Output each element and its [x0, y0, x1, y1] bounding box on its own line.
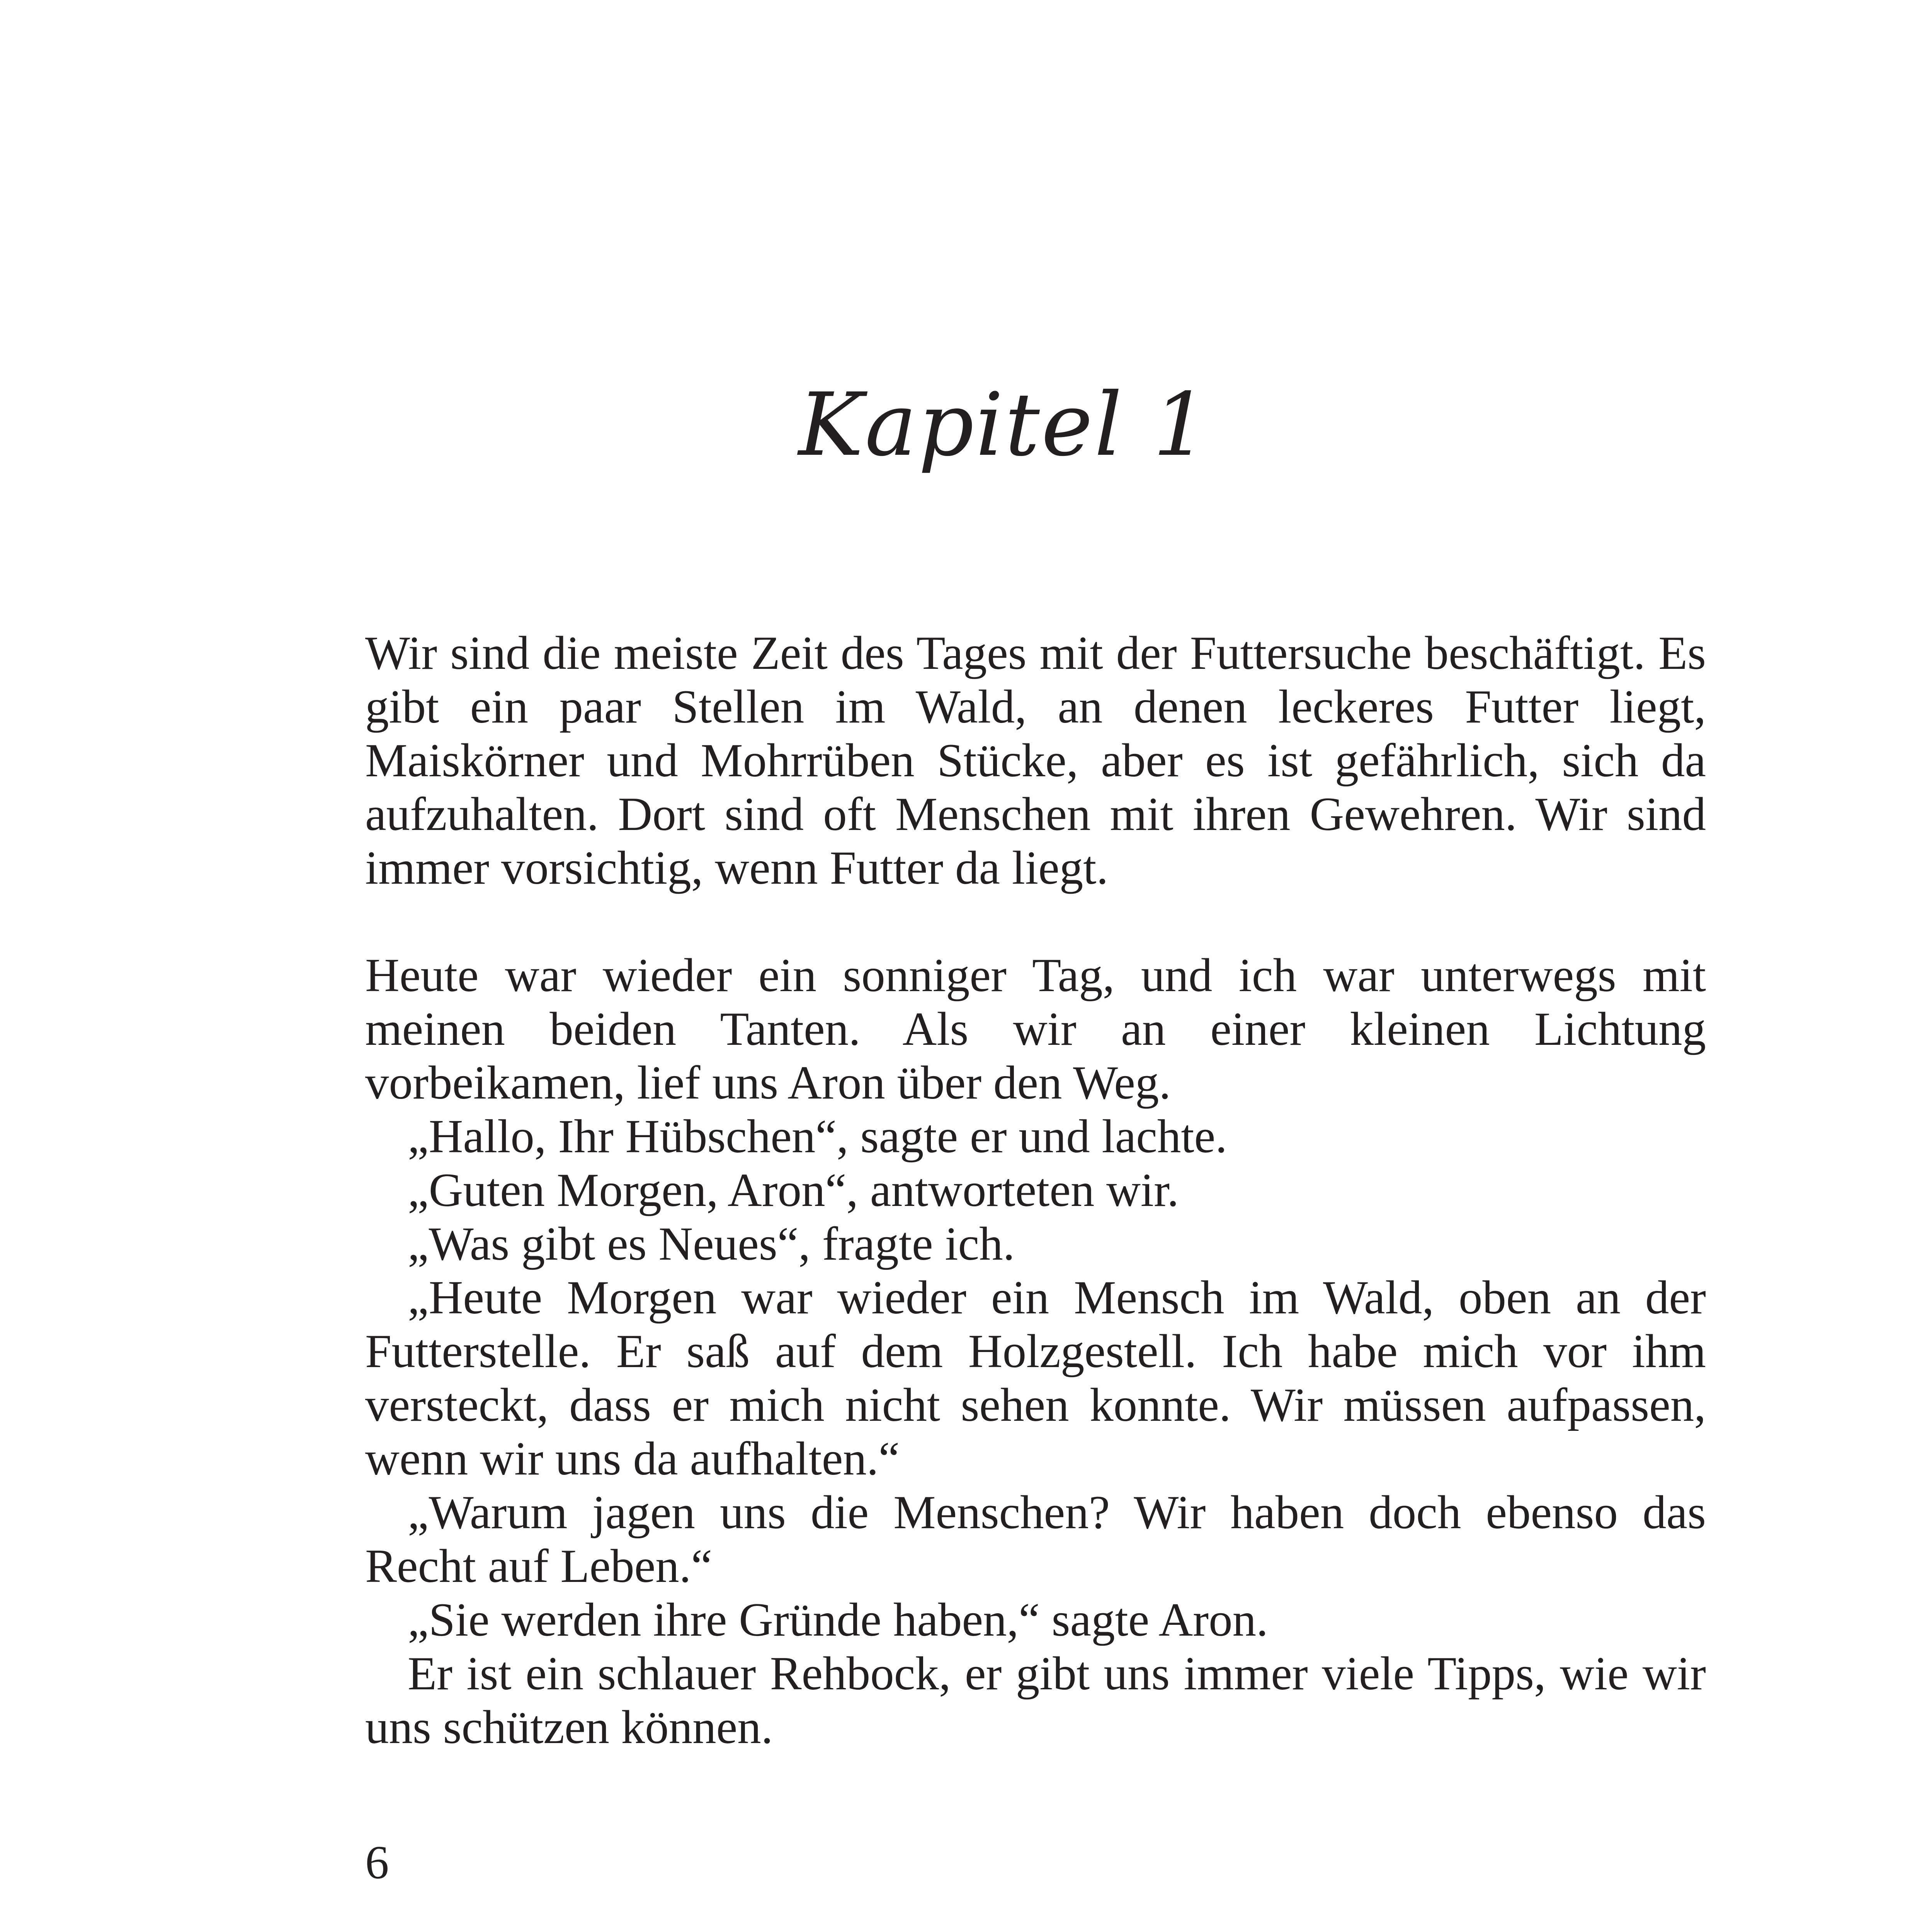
- chapter-title: Kapitel 1: [798, 374, 1210, 476]
- chapter-body: [365, 626, 1706, 1754]
- paragraph-narrative: Heute war wieder ein sonniger Tag, und ich war unterwegs mit meinen beiden Tanten. Als wir an einer kleinen Lichtung vorbeikamen, lief uns Aron über den Weg.: [365, 949, 1706, 1109]
- dialogue-line: „Was gibt es Neues“, fragte ich.: [408, 1217, 1015, 1270]
- dialogue-line: „Heute Morgen war wieder ein Mensch im Wald, oben an der Futterstelle. Er saß auf dem Holzgestell. Ich habe mich vor ihm versteckt, dass er mich nicht sehen konnte. Wir müssen aufpassen, wenn wir uns da aufhalten.“: [365, 1271, 1706, 1485]
- page-number: 6: [365, 1836, 389, 1889]
- paragraph-closing: Er ist ein schlauer Rehbock, er gibt uns immer viele Tipps, wie wir uns schützen können.: [365, 1647, 1706, 1753]
- dialogue-line: „Guten Morgen, Aron“, antworteten wir.: [408, 1163, 1179, 1216]
- paragraph-opening: Wir sind die meiste Zeit des Tages mit der Futtersuche beschäftigt. Es gibt ein paar Stellen im Wald, an denen leckeres Futter liegt, Maiskörner und Mohrrüben Stücke, aber es ist gefährlich, sich da aufzuhalten. Dort sind oft Menschen mit ihren Gewehren. Wir sind immer vorsichtig, wenn Futter da liegt.: [365, 626, 1706, 894]
- dialogue-line: „Warum jagen uns die Menschen? Wir haben doch ebenso das Recht auf Leben.“: [365, 1486, 1706, 1592]
- dialogue-line: „Sie werden ihre Gründe haben,“ sagte Aron.: [408, 1593, 1268, 1646]
- dialogue-line: „Hallo, Ihr Hübschen“, sagte er und lachte.: [408, 1110, 1227, 1163]
